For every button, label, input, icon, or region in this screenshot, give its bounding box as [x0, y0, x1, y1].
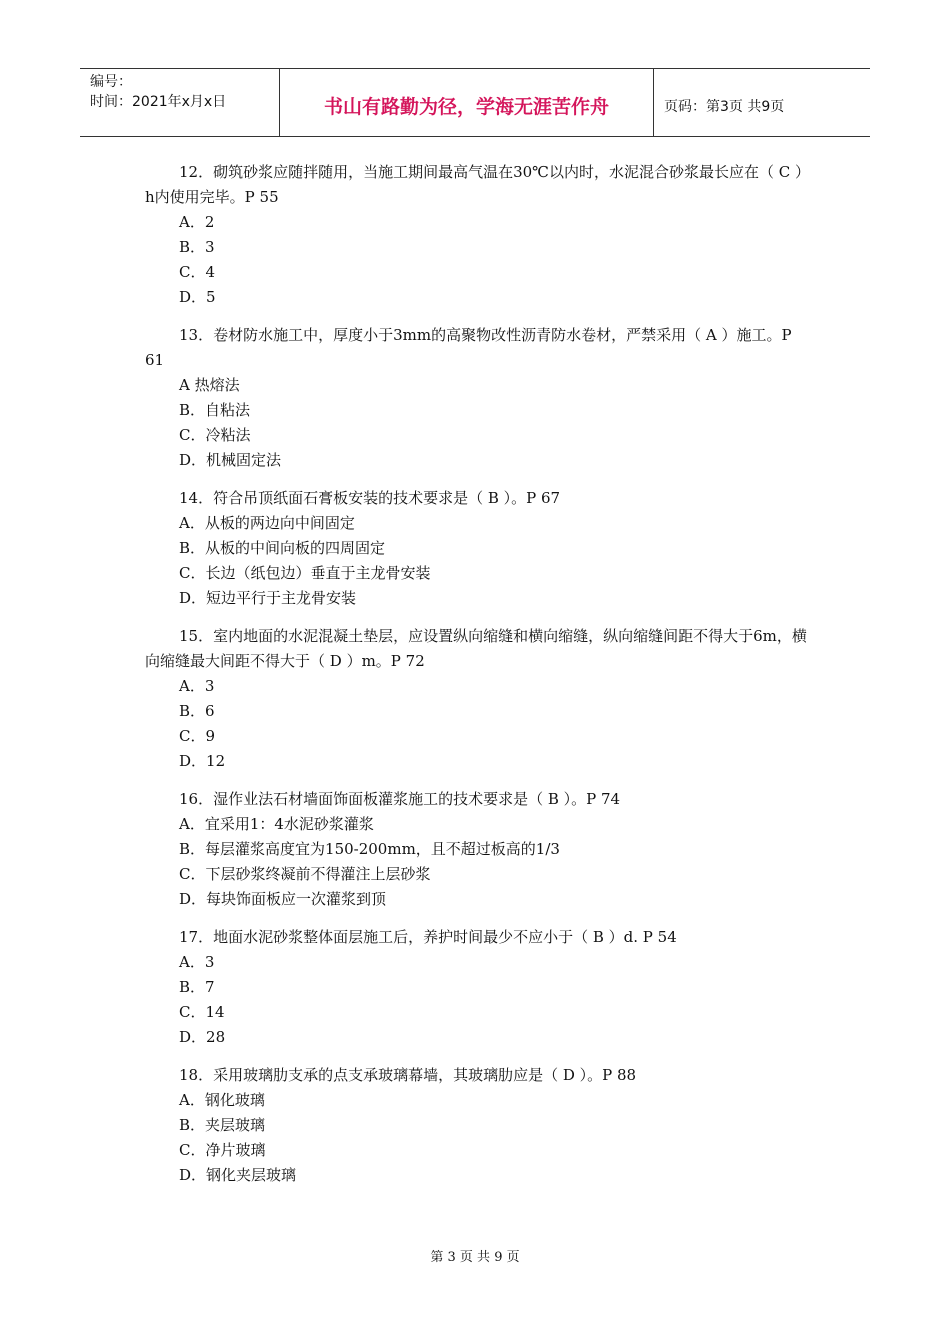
- question-option: D．短边平行于主龙骨安装: [179, 589, 357, 607]
- question-option: C．净片玻璃: [179, 1141, 266, 1159]
- question-option: A．3: [179, 677, 215, 695]
- question-option: C．下层砂浆终凝前不得灌注上层砂浆: [179, 865, 431, 883]
- header-motto: 书山有路勤为径，学海无涯苦作舟: [280, 69, 654, 136]
- question-option: B．夹层玻璃: [179, 1116, 266, 1134]
- header-meta: [80, 69, 280, 136]
- question-item: [145, 787, 810, 912]
- question-stem: 14．符合吊顶纸面石膏板安装的技术要求是（ B ）。P 67: [179, 489, 561, 507]
- question-option: D．每块饰面板应一次灌浆到顶: [179, 890, 387, 908]
- question-option: A．从板的两边向中间固定: [179, 514, 355, 532]
- question-item: [145, 1063, 810, 1188]
- question-list: [145, 160, 810, 1201]
- question-option: B．每层灌浆高度宜为150-200mm，且不超过板高的1/3: [179, 840, 560, 858]
- question-option: C．4: [179, 263, 216, 281]
- question-stem: 16．湿作业法石材墙面饰面板灌浆施工的技术要求是（ B ）。P 74: [179, 790, 621, 808]
- question-option: A．2: [179, 213, 215, 231]
- question-option: B．6: [179, 702, 215, 720]
- question-stem: 15．室内地面的水泥混凝土垫层，应设置纵向缩缝和横向缩缝，纵向缩缝间距不得大于6m，横向缩缝最大间距不得大于（ D ）m。P 72: [145, 627, 807, 670]
- question-option: C．长边（纸包边）垂直于主龙骨安装: [179, 564, 431, 582]
- question-option: B．3: [179, 238, 215, 256]
- question-option: B．7: [179, 978, 215, 996]
- question-option: C．9: [179, 727, 216, 745]
- question-option: C．14: [179, 1003, 225, 1021]
- page-header: [80, 68, 870, 137]
- question-option: D．钢化夹层玻璃: [179, 1166, 297, 1184]
- question-item: [145, 624, 810, 774]
- question-item: [145, 160, 810, 310]
- question-option: B．自粘法: [179, 401, 251, 419]
- question-item: [145, 323, 810, 473]
- question-stem: 13．卷材防水施工中，厚度小于3mm的高聚物改性沥青防水卷材，严禁采用（ A ）施工。P 61: [145, 326, 792, 369]
- question-option: D．5: [179, 288, 216, 306]
- question-option: A．宜采用1：4水泥砂浆灌浆: [179, 815, 374, 833]
- question-option: A 热熔法: [179, 376, 240, 394]
- question-item: [145, 925, 810, 1050]
- question-option: D．机械固定法: [179, 451, 282, 469]
- question-option: A．3: [179, 953, 215, 971]
- question-option: D．12: [179, 752, 226, 770]
- question-stem: 12．砌筑砂浆应随拌随用，当施工期间最高气温在30℃以内时，水泥混合砂浆最长应在（ C ）h内使用完毕。P 55: [145, 163, 810, 206]
- document-number-label: 编号：: [90, 74, 132, 90]
- question-stem: 17．地面水泥砂浆整体面层施工后，养护时间最少不应小于（ B ）d. P 54: [179, 928, 677, 946]
- question-option: D．28: [179, 1028, 226, 1046]
- question-option: C．冷粘法: [179, 426, 251, 444]
- question-option: A．钢化玻璃: [179, 1091, 265, 1109]
- question-stem: 18．采用玻璃肋支承的点支承玻璃幕墙，其玻璃肋应是（ D ）。P 88: [179, 1066, 637, 1084]
- header-page-info: 页码：第3页 共9页: [664, 98, 785, 115]
- question-option: B．从板的中间向板的四周固定: [179, 539, 386, 557]
- page-footer: 第 3 页 共 9 页: [430, 1250, 520, 1265]
- question-item: [145, 486, 810, 611]
- document-time: 时间：2021年x月x日: [90, 94, 227, 110]
